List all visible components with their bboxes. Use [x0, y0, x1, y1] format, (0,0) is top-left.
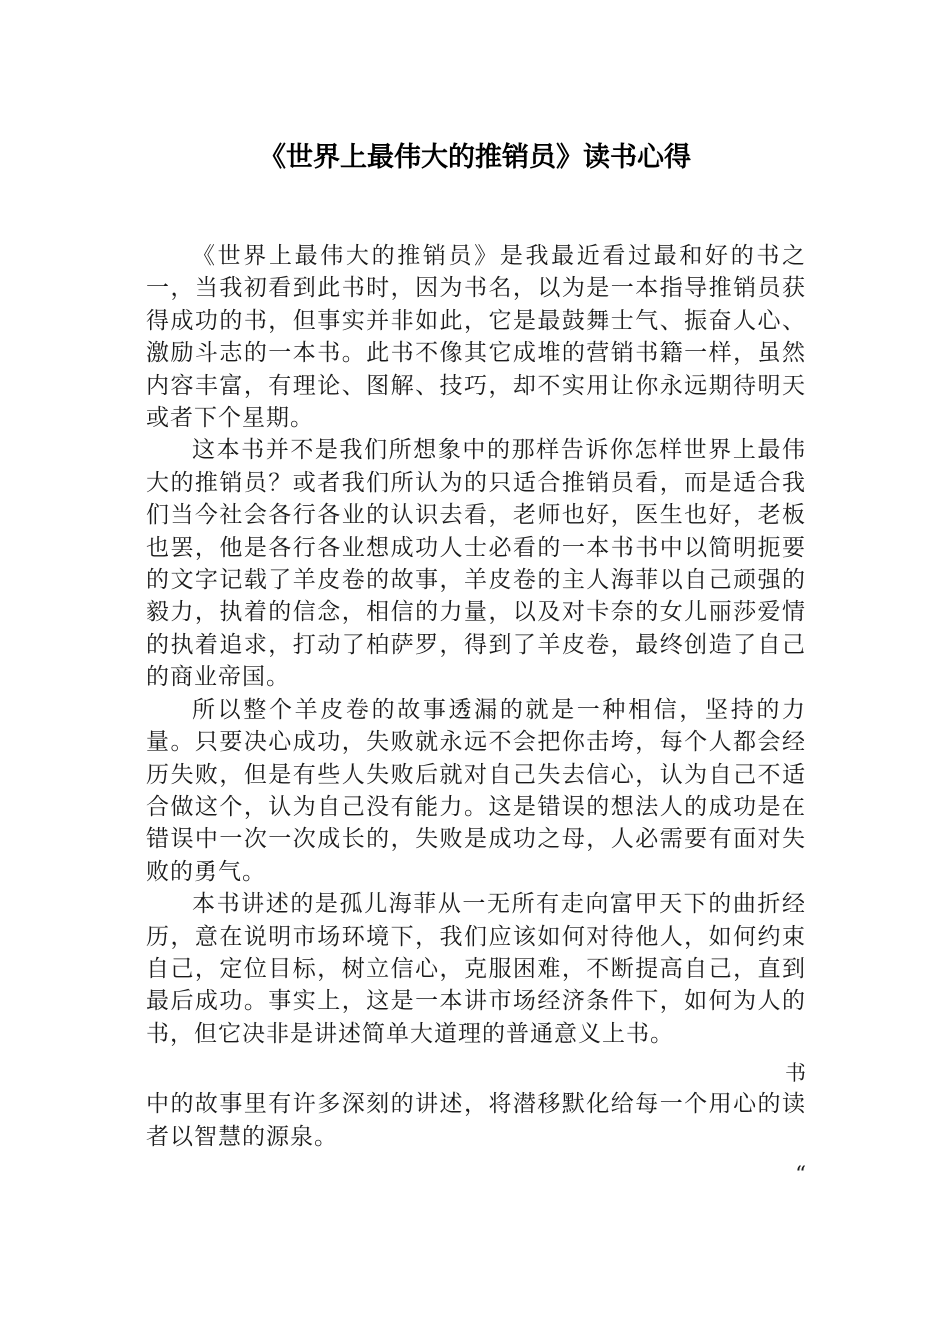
paragraph-2: 这本书并不是我们所想象中的那样告诉你怎样世界上最伟大的推销员？或者我们所认为的只适合推销员看，而是适合我们当今社会各行各业的认识去看，老师也好，医生也好，老板也罢，他是各行各业想成功人士必看的一本书书中以简明扼要的文字记载了羊皮卷的故事，羊皮卷的主人海菲以自己顽强的毅力，执着的信念，相信的力量，以及对卡奈的女儿丽莎爱情的执着追求，打动了柏萨罗，得到了羊皮卷，最终创造了自己的商业帝国。 — [146, 437, 806, 691]
paragraph-3: 所以整个羊皮卷的故事透漏的就是一种相信，坚持的力量。只要决心成功，失败就永远不会把你击垮，每个人都会经历失败，但是有些人失败后就对自己失去信心，认为自己不适合做这个，认为自己没有能力。这是错误的想法人的成功是在错误中一次一次成长的，失败是成功之母，人必需要有面对失败的勇气。 — [146, 696, 806, 885]
document-body — [146, 240, 806, 1189]
paragraph-1: 《世界上最伟大的推销员》是我最近看过最和好的书之一，当我初看到此书时，因为书名，以为是一本指导推销员获得成功的书，但事实并非如此，它是最鼓舞士气、振奋人心、激励斗志的一本书。此书不像其它成堆的营销书籍一样，虽然内容丰富，有理论、图解、技巧，却不实用让你永远期待明天或者下个星期。 — [146, 243, 806, 432]
paragraph-continuation: 中的故事里有许多深刻的讲述，将潜移默化给每一个用心的读者以智慧的源泉。 — [146, 1091, 806, 1150]
orphan-character: 书 — [785, 1061, 806, 1086]
trailing-quote-mark: “ — [795, 1161, 806, 1186]
paragraph-4: 本书讲述的是孤儿海菲从一无所有走向富甲天下的曲折经历，意在说明市场环境下，我们应该如何对待他人，如何约束自己，定位目标，树立信心，克服困难，不断提高自己，直到最后成功。事实上，这是一本讲市场经济条件下，如何为人的书，但它决非是讲述简单大道理的普通意义上书。 — [146, 891, 806, 1047]
page-title: 《世界上最伟大的推销员》读书心得 — [259, 142, 691, 173]
